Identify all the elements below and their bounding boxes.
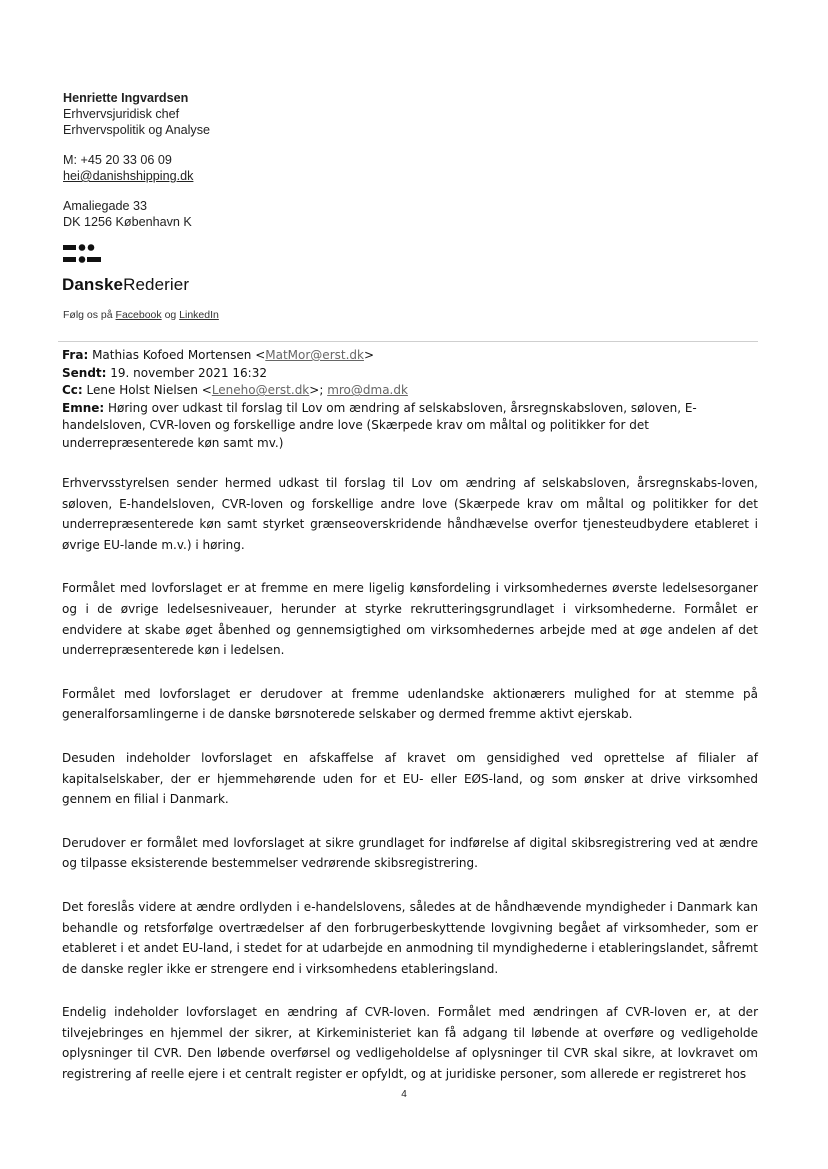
signature-address-city: DK 1256 København K — [63, 215, 192, 229]
body-paragraph: Formålet med lovforslaget er at fremme en mere ligelig kønsfordeling i virksomhedernes øverste ledelsesorganer og i de øvrige ledelsesniveauer, herunder at styrke rekrutteringsgrundlaget i virksomhederne. Formålet er endvidere at skabe øget åbenhed og gennemsigtighed om virksomhedernes arbejde med at øge andelen af det underrepræsenterede køn i ledelsen. — [62, 581, 758, 658]
cc-label: Cc: — [62, 383, 83, 398]
subject-value: Høring over udkast til forslag til Lov om ændring af selskabsloven, årsregnskabsloven, søloven, E-handelsloven, CVR-loven og forskellige andre love (Skærpede krav om måltal og politikker for det underrepræsenterede køn samt mv.) — [62, 400, 697, 450]
header-from — [62, 347, 752, 365]
signature-title: Erhvervsjuridisk chef — [63, 107, 180, 121]
header-subject — [62, 400, 752, 453]
signature-phone: M: +45 20 33 06 09 — [63, 153, 172, 167]
linkedin-link[interactable]: LinkedIn — [179, 309, 219, 321]
from-end: > — [363, 348, 375, 362]
sent-value: 19. november 2021 16:32 — [106, 365, 267, 380]
follow-prefix: Følg os på — [63, 309, 116, 321]
email-body — [62, 473, 758, 1108]
cc-email-link-2[interactable]: mro@dma.dk — [327, 383, 408, 398]
signature-department: Erhvervspolitik og Analyse — [63, 123, 210, 137]
from-email-link[interactable]: MatMor@erst.dk — [265, 348, 364, 362]
signature-email-link[interactable]: hei@danishshipping.dk — [63, 169, 194, 183]
brand-name — [62, 275, 189, 295]
cc-email-link-1[interactable]: Leneho@erst.dk — [211, 383, 310, 398]
signature-address-street: Amaliegade 33 — [63, 199, 148, 213]
cc-name: Lene Holst Nielsen < — [82, 383, 212, 398]
body-paragraph: Endelig indeholder lovforslaget en ændring af CVR-loven. Formålet med ændringen af CVR-loven er, at der tilvejebringes en hjemmel der sikrer, at Kirkeministeriet kan få adgang til løbende at overføre og vedligeholde oplysninger til CVR. Den løbende overførsel og vedligeholdelse af oplysninger til CVR skal sikre, at lovkravet om registrering af reelle ejere i et centralt register er opfyldt, og at juridiske personer, som allerede er registreret hos — [62, 1005, 758, 1082]
email-signature — [63, 90, 463, 230]
signature-name: Henriette Ingvardsen — [63, 91, 189, 105]
follow-connector: og — [161, 309, 180, 321]
header-sent — [62, 365, 752, 383]
email-header — [62, 347, 752, 453]
cc-separator: >; — [309, 383, 328, 398]
page-number: 4 — [401, 1089, 407, 1100]
facebook-link[interactable]: Facebook — [115, 309, 162, 321]
header-cc — [62, 382, 752, 400]
body-paragraph: Erhvervsstyrelsen sender hermed udkast til forslag til Lov om ændring af selskabsloven, årsregnskabs-loven, søloven, E-handelsloven, CVR-loven og forskellige andre love (Skærpede krav om måltal og politikker for det underrepræsenterede køn samt styrket grænseoverskridende håndhævelse overfor tjenesteudbydere etableret i øvrige EU-lande m.v.) i høring. — [62, 476, 758, 552]
subject-label: Emne: — [62, 400, 105, 415]
body-paragraph: Det foreslås videre at ændre ordlyden i e-handelslovens, således at de håndhævende myndigheder i Danmark kan behandle og retsforfølge overtrædelser af den forbrugerbeskyttende lovgivning begået af virksomheder, som er etableret i et andet EU-land, i stedet for at udarbejde en anmodning til myndighederne i etableringslandet, såfremt de danske regler ikke er strengere end i virksomhedens etableringsland. — [62, 899, 758, 976]
body-paragraph: Desuden indeholder lovforslaget en afskaffelse af kravet om gensidighed ved oprettelse af filialer af kapitalselskaber, der er hjemmehørende uden for et EU- eller EØS-land, og som ønsker at drive virksomhed gennem en filial i Danmark. — [62, 750, 758, 807]
from-name: Mathias Kofoed Mortensen < — [88, 348, 266, 362]
brand-name-part1: Danske — [62, 275, 124, 294]
danske-rederier-logo-icon — [63, 241, 103, 265]
brand-name-part2: Rederier — [123, 275, 190, 294]
signature-separator — [58, 341, 758, 342]
from-label: Fra: — [62, 348, 89, 362]
sent-label: Sendt: — [62, 365, 107, 380]
body-paragraph: Formålet med lovforslaget er derudover at fremme udenlandske aktionærers mulighed for at stemme på generalforsamlingerne i de danske børsnoterede selskaber og dermed fremme aktivt ejerskab. — [62, 686, 758, 722]
follow-us-line — [63, 309, 219, 321]
body-paragraph: Derudover er formålet med lovforslaget at sikre grundlaget for indførelse af digital skibsregistrering ved at ændre og tilpasse eksisterende bestemmelser vedrørende skibsregistrering. — [62, 835, 758, 871]
